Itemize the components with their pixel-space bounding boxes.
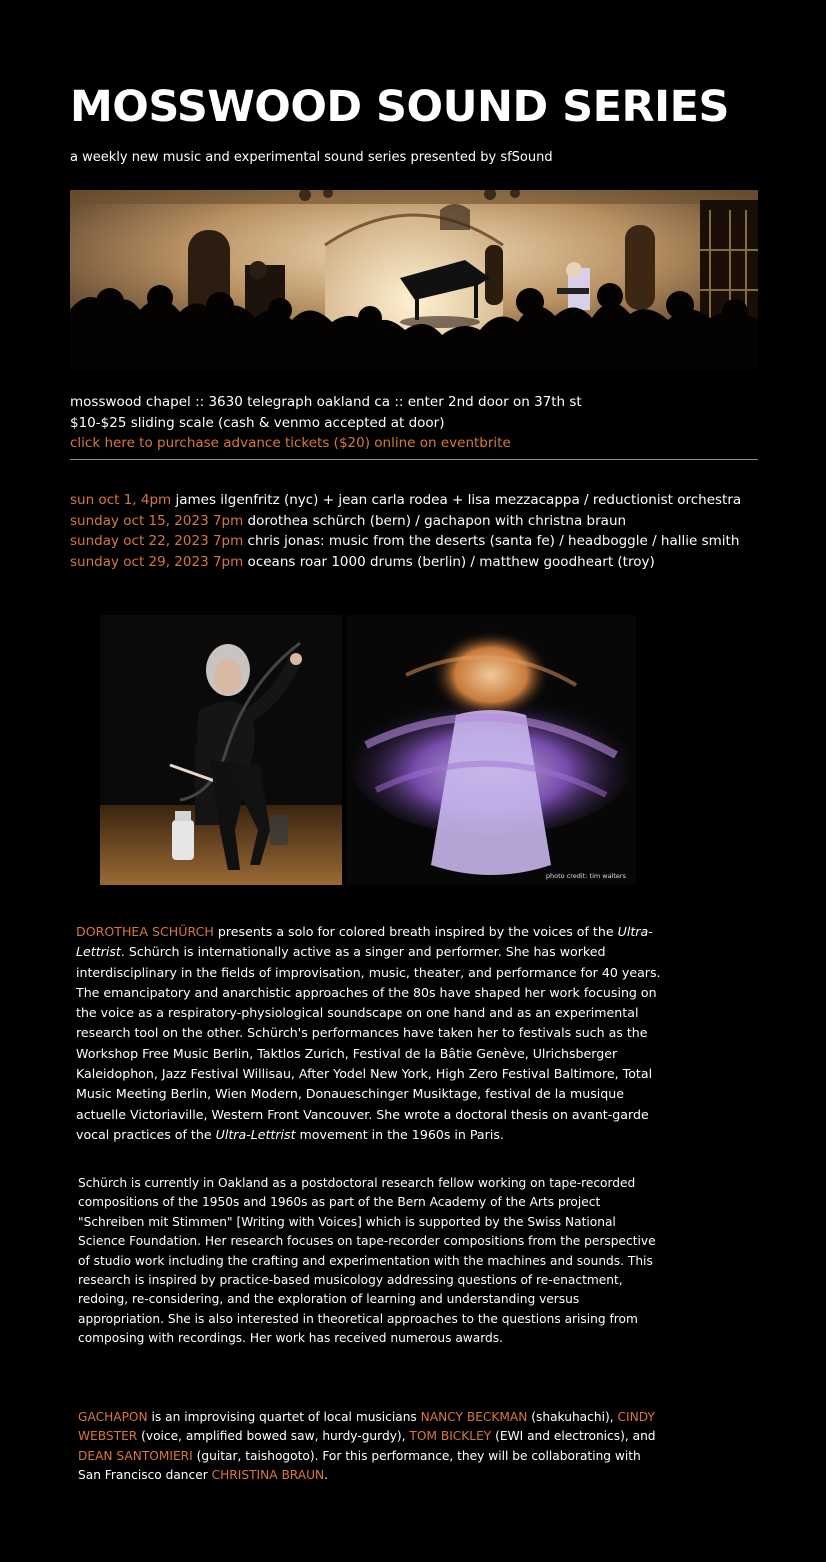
event-acts: oceans roar 1000 drums (berlin) / matthew goodheart (troy) bbox=[243, 554, 655, 571]
page-title: MOSSWOOD SOUND SERIES bbox=[70, 82, 729, 132]
event-acts: chris jonas: music from the deserts (santa fe) / headboggle / hallie smith bbox=[243, 533, 740, 550]
bio-text: (voice, amplified bowed saw, hurdy-gurdy), bbox=[137, 1429, 410, 1444]
event-date: sun oct 1, 4pm bbox=[70, 492, 172, 508]
event-date: sunday oct 29, 2023 7pm bbox=[70, 554, 244, 571]
dorothea-schurch-link[interactable]: DOROTHEA SCHÜRCH bbox=[76, 924, 214, 939]
bio-text: presents a solo for colored breath inspired by the voices of the bbox=[213, 924, 618, 939]
schedule-row bbox=[70, 490, 741, 511]
dorothea-schurch-bio bbox=[76, 922, 666, 1145]
bio-text: (guitar, taishogoto). For this performance, they will be collaborating with San Francisco dancer bbox=[78, 1448, 641, 1483]
event-acts: dorothea schürch (bern) / gachapon with christna braun bbox=[243, 512, 627, 529]
schedule-row bbox=[70, 552, 741, 573]
cindy-webster-link[interactable]: CINDY WEBSTER bbox=[78, 1410, 655, 1444]
gachapon-bio bbox=[78, 1408, 658, 1486]
eventbrite-tickets-link[interactable]: click here to purchase advance tickets ($20) online on eventbrite bbox=[70, 435, 511, 451]
bio-text: . Schürch is internationally active as a singer and performer. She has worked interdisciplinary in the fields of improvisation, music, theater, and performance for 40 years. The emancipatory and anarchistic approaches of the 80s have shaped her work focusing on the voice as a respiratory-physiological soundscape on one hand and as an experimental research tool on the other. Schürch's performances have taken her to festivals such as the Workshop Free Music Berlin, Taktlos Zurich, Festival de la Bâtie Genève, Ulrichsberger Kaleidophon, Jazz Festival Willisau, After Yodel New York, High Zero Festival Baltimore, Total Music Meeting Berlin, Wien Modern, Donaueschinger Musiktage, festival de la musique actuelle Victoriaville, Western Front Vancouver. She wrote a doctoral thesis on avant-garde vocal practices of the bbox=[76, 944, 661, 1142]
tom-bickley-link[interactable]: TOM BICKLEY bbox=[409, 1429, 492, 1444]
bio-text: (shakuhachi), bbox=[527, 1410, 618, 1424]
schedule-row bbox=[70, 511, 741, 532]
bio-text: movement in the 1960s in Paris. bbox=[295, 1126, 504, 1142]
singer-with-bow-photo bbox=[100, 615, 342, 885]
event-date: sunday oct 22, 2023 7pm bbox=[70, 533, 244, 550]
schurch-research-paragraph: Schürch is currently in Oakland as a postdoctoral research fellow working on tape-recorded compositions of the 1950s and 1960s as part of the Bern Academy of the Arts project "Schreiben mit Stimmen" [Writing with Voices] which is supported by the Swiss National Science Foundation. Her research focuses on tape-recorder compositions from the perspective of studio work including the crafting and experimentation with the machines and sounds. This research is inspired by practice-based musicology addressing questions of re-enactment, redoing, re-considering, and the exploration of learning and understanding versus appropriation. She is also interested in theoretical approaches to the questions arising from composing with recordings. Her work has received numerous awards. bbox=[78, 1176, 656, 1346]
nancy-beckman-link[interactable]: NANCY BECKMAN bbox=[420, 1410, 528, 1424]
dean-santomieri-link[interactable]: DEAN SANTOMIERI bbox=[78, 1448, 193, 1463]
bio-emphasis: Ultra-Lettrist bbox=[215, 1126, 296, 1142]
event-schedule bbox=[70, 490, 741, 573]
ticket-price: $10-$25 sliding scale (cash & venmo accepted at door) bbox=[70, 414, 445, 431]
dancer-motion-photo bbox=[346, 615, 636, 885]
venue-address: mosswood chapel :: 3630 telegraph oakland ca :: enter 2nd door on 37th st bbox=[70, 394, 582, 410]
christina-braun-link[interactable]: CHRISTINA BRAUN bbox=[211, 1468, 325, 1483]
schedule-row bbox=[70, 531, 741, 552]
bio-text: . bbox=[324, 1468, 329, 1483]
bio-text: (EWI and electronics), and bbox=[491, 1429, 656, 1444]
photo-credit: photo credit: tim walters bbox=[545, 872, 626, 880]
event-acts: james ilgenfritz (nyc) + jean carla rodea + lisa mezzacappa / reductionist orchestra bbox=[171, 492, 742, 508]
event-date: sunday oct 15, 2023 7pm bbox=[70, 512, 244, 529]
chapel-photo bbox=[70, 190, 758, 370]
gachapon-link[interactable]: GACHAPON bbox=[78, 1410, 148, 1424]
divider bbox=[70, 459, 758, 460]
bio-text: is an improvising quartet of local musicians bbox=[147, 1410, 421, 1424]
bio-emphasis: Ultra-Lettrist bbox=[76, 924, 653, 960]
venue-info bbox=[70, 392, 582, 454]
page-subtitle: a weekly new music and experimental sound series presented by sfSound bbox=[70, 150, 553, 165]
